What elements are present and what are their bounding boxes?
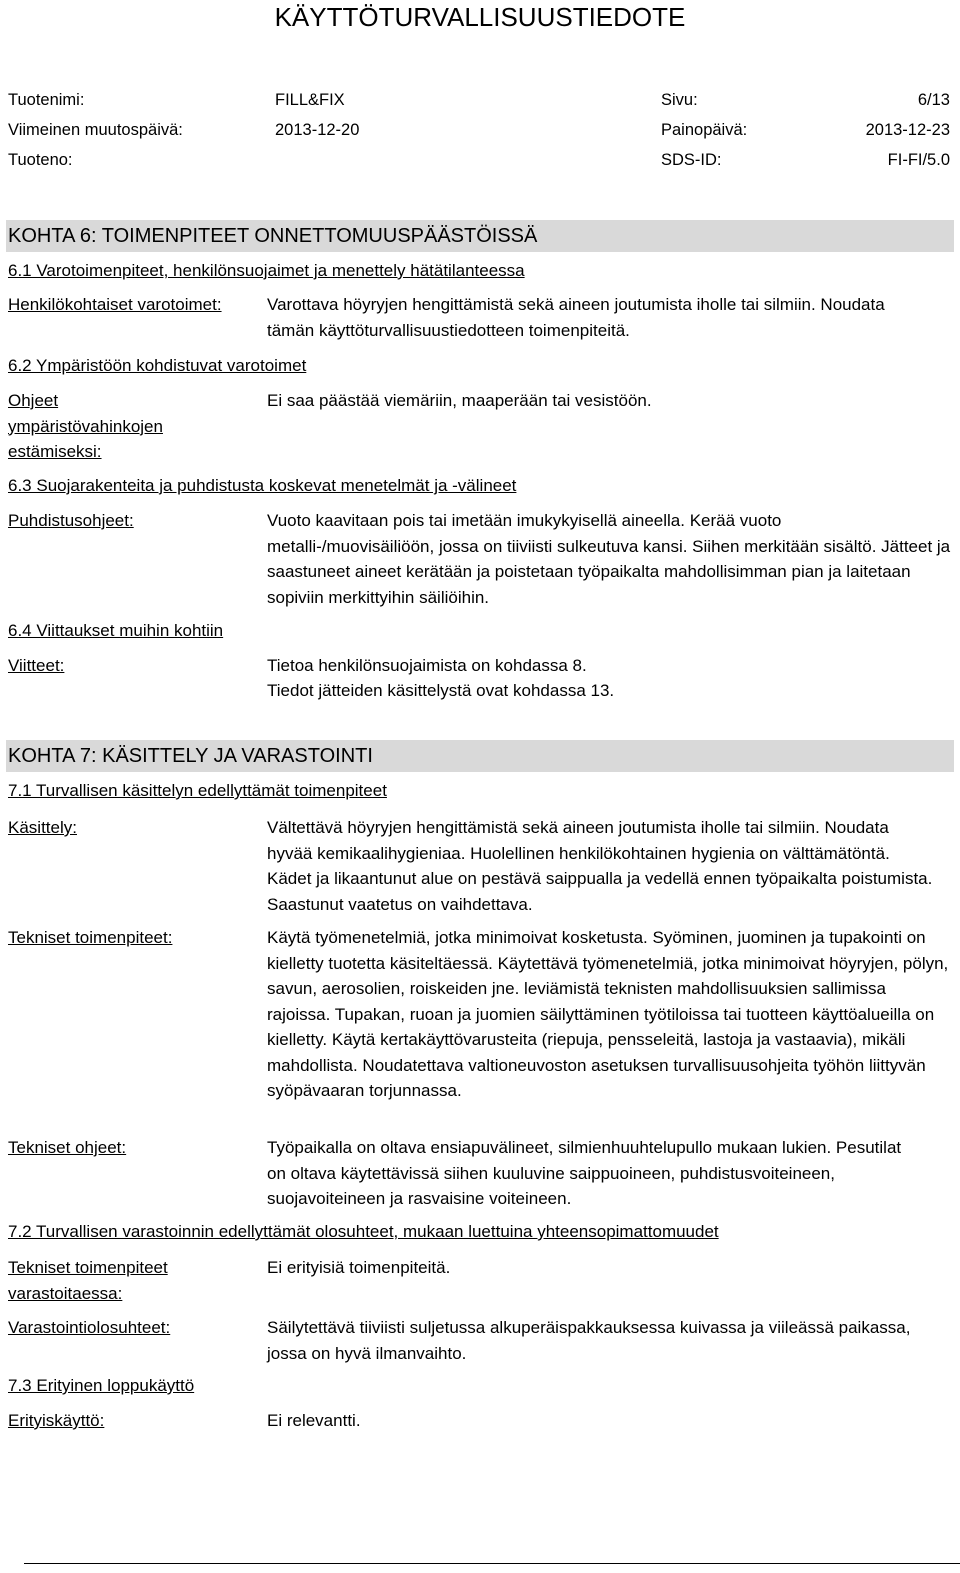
section-7-heading: KOHTA 7: KÄSITTELY JA VARASTOINTI	[6, 740, 954, 772]
subsection-6-2-title: 6.2 Ympäristöön kohdistuvat varotoimet	[8, 356, 307, 375]
page-number: 6/13	[917, 91, 950, 109]
subsection-6-3-title: 6.3 Suojarakenteita ja puhdistusta koskevat menetelmät ja -välineet	[8, 476, 517, 495]
revision-date-label: Viimeinen muutospäivä:	[8, 121, 183, 139]
subsection-7-1-title: 7.1 Turvallisen käsittelyn edellyttämät toimenpiteet	[8, 781, 387, 800]
cleaning-methods-label: Puhdistusohjeet:	[8, 511, 134, 530]
revision-date: 2013-12-20	[275, 121, 360, 139]
product-name-label: Tuotenimi:	[8, 91, 85, 109]
personal-precautions-text: Varottava höyryjen hengittämistä sekä aineen joutumista iholle tai silmiin. Noudata tämän käyttöturvallisuustiedotteen toimenpiteitä.	[267, 295, 885, 340]
product-number-label: Tuoteno:	[8, 151, 73, 169]
document-title: KÄYTTÖTURVALLISUUSTIEDOTE	[274, 2, 686, 32]
technical-advice-text: Työpaikalla on oltava ensiapuvälineet, silmienhuuhtelupullo mukaan lukien. Pesutilat on oltava käytettävissä siihen kuuluvine saippuoineen, puhdistusvoiteineen, suojavoiteineen ja rasvaisine voiteineen.	[267, 1138, 902, 1208]
subsection-6-1-title: 6.1 Varotoimenpiteet, henkilönsuojaimet ja menettely hätätilanteessa	[8, 261, 525, 280]
storage-conditions-label: Varastointiolosuhteet:	[8, 1318, 171, 1337]
specific-uses-text: Ei relevantti.	[267, 1411, 361, 1430]
subsection-7-2-title: 7.2 Turvallisen varastoinnin edellyttämät olosuhteet, mukaan luettuina yhteensopimattomuudet	[8, 1222, 719, 1241]
technical-advice-label: Tekniset ohjeet:	[8, 1138, 127, 1157]
storage-technical-measures-text: Ei erityisiä toimenpiteitä.	[267, 1258, 451, 1277]
subsection-7-3-title: 7.3 Erityinen loppukäyttö	[8, 1376, 195, 1395]
section-6-heading: KOHTA 6: TOIMENPITEET ONNETTOMUUSPÄÄSTÖISSÄ	[6, 220, 954, 252]
references-line-2: Tiedot jätteiden käsittelystä ovat kohdassa 13.	[267, 681, 615, 700]
product-name: FILL&FIX	[275, 91, 345, 109]
page-label: Sivu:	[661, 91, 698, 109]
personal-precautions-label: Henkilökohtaiset varotoimet:	[8, 295, 222, 314]
sds-id: FI-FI/5.0	[887, 151, 950, 169]
print-date: 2013-12-23	[865, 121, 950, 139]
cleaning-methods-text: Vuoto kaavitaan pois tai imetään imukykyisellä aineella. Kerää vuoto metalli-/muovisäiliöön, jossa on tiiviisti sulkeutuva kansi. Siihen merkitään sisältö. Jätteet ja saastuneet aineet kerätään ja poistetaan työpaikalta mahdollisimman pian ja laitetaan sopiviin merkittyihin säiliöihin.	[267, 511, 951, 607]
references-label: Viitteet:	[8, 656, 65, 675]
handling-text: Vältettävä höyryjen hengittämistä sekä aineen joutumista iholle tai silmiin. Noudata hyvää kemikaalihygieniaa. Huolellinen henkilökohtainen hygienia on välttämätöntä. Kädet ja likaantunut alue on pestävä saippualla ja vedellä ennen työpaikalta poistumista. Saastunut vaatetus on vaihdettava.	[267, 818, 933, 914]
storage-conditions-text: Säilytettävä tiiviisti suljetussa alkuperäispakkauksessa kuivassa ja viileässä paikassa, jossa on hyvä ilmanvaihto.	[267, 1318, 911, 1363]
handling-label: Käsittely:	[8, 818, 77, 837]
storage-technical-measures-label: Tekniset toimenpiteet varastoitaessa:	[8, 1258, 168, 1303]
environmental-precautions-text: Ei saa päästää viemäriin, maaperään tai vesistöön.	[267, 391, 652, 410]
subsection-6-4-title: 6.4 Viittaukset muihin kohtiin	[8, 621, 224, 640]
sds-id-label: SDS-ID:	[661, 151, 722, 169]
environmental-precautions-label: Ohjeet ympäristövahinkojen estämiseksi:	[8, 391, 163, 461]
print-date-label: Painopäivä:	[661, 121, 748, 139]
technical-measures-text: Käytä työmenetelmiä, jotka minimoivat kosketusta. Syöminen, juominen ja tupakointi on kielletty tuotetta käsiteltäessä. Käytettävä työmenetelmiä, jotka minimoivat höyryjen, pölyn, savun, aerosolien, roiskeiden jne. leviämistä teknisten mahdollisuuksien sallimissa rajoissa. Tupakan, ruoan ja juomien säilyttäminen työtiloissa tai tuotteen käyttöalueilla on kielletty. Käytä kertakäyttövarusteita (riepuja, pensseleitä, lastoja ja vastaavia), mikäli mahdollista. Noudatettava valtioneuvoston asetuksen turvallisuusohjeita työhön liittyvän syöpävaaran torjunnassa.	[267, 928, 949, 1100]
references-line-1: Tietoa henkilönsuojaimista on kohdassa 8.	[267, 656, 587, 675]
footer-divider	[24, 1563, 960, 1564]
specific-uses-label: Erityiskäyttö:	[8, 1411, 105, 1430]
technical-measures-label: Tekniset toimenpiteet:	[8, 928, 173, 947]
